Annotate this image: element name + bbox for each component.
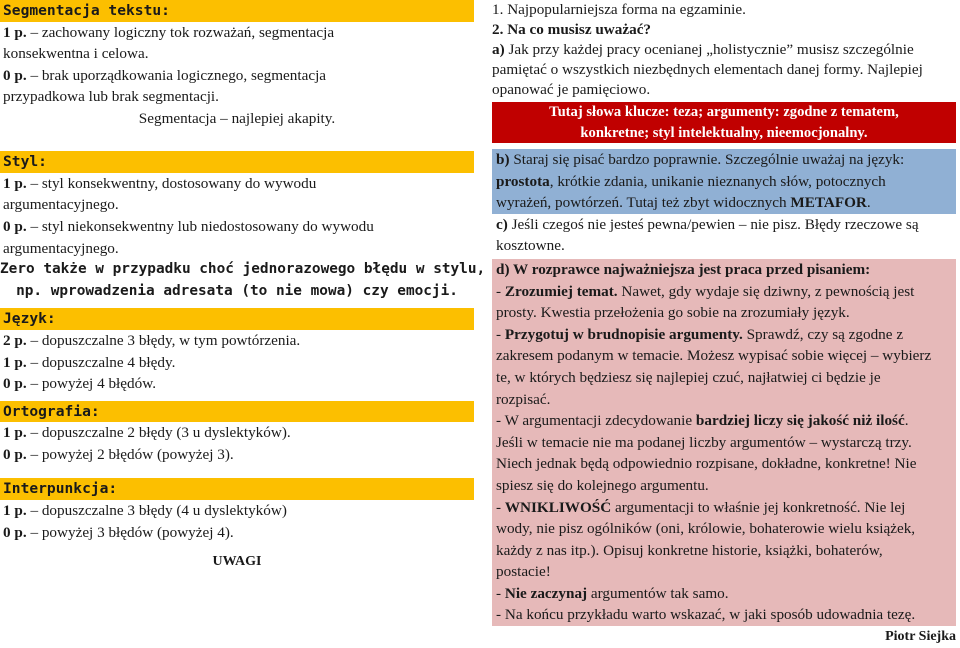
tip-line: pamiętać o wszystkich niezbędnych elementach danej formy. Najlepiej bbox=[492, 61, 923, 78]
tip-line: spiesz się do kolejnego argumentu. bbox=[496, 476, 709, 494]
segmentation-note: Segmentacja – najlepiej akapity. bbox=[138, 109, 336, 127]
key-words-line: konkretne; styl intelektualny, nieemocjonalny. bbox=[580, 124, 868, 141]
tip-line: każdy z nas itp.). Opisuj konkretne historie, książki, bohaterów, bbox=[496, 541, 883, 559]
preparation-tips-box bbox=[492, 259, 956, 626]
criterion-line: 1 p. – dopuszczalne 3 błędy (4 u dyslektyków) bbox=[3, 502, 287, 520]
tip-line: rozpisać. bbox=[496, 390, 551, 408]
tip-line: - Na końcu przykładu warto wskazać, w jaki sposób udowadnia tezę. bbox=[496, 606, 916, 624]
section-header-segmentation: Segmentacja tekstu: bbox=[0, 0, 474, 22]
tip-line: - WNIKLIWOŚĆ argumentacji to właśnie jej konkretność. Nie lej bbox=[496, 498, 906, 516]
remarks-heading: UWAGI bbox=[212, 554, 262, 570]
section-header-language: Język: bbox=[0, 308, 474, 330]
criterion-line: konsekwentna i celowa. bbox=[3, 45, 149, 63]
tip-line: zakresem podanym w temacie. Możesz wypisać sobie więcej – wybierz bbox=[496, 347, 932, 365]
criterion-line: 0 p. – powyżej 3 błędów (powyżej 4). bbox=[3, 523, 234, 541]
tip-line: - W argumentacji zdecydowanie bardziej liczy się jakość niż ilość. bbox=[496, 412, 909, 430]
section-header-style: Styl: bbox=[0, 151, 474, 173]
tip-line: opanować je pamięciowo. bbox=[492, 81, 651, 98]
criterion-line: 1 p. – dopuszczalne 2 błędy (3 u dyslektyków). bbox=[3, 424, 291, 442]
tip-line: kosztowne. bbox=[496, 237, 565, 255]
zero-score-note: np. wprowadzenia adresata (to nie mowa) czy emocji. bbox=[16, 282, 458, 299]
tip-line: - Przygotuj w brudnopisie argumenty. Sprawdź, czy są zgodne z bbox=[496, 325, 904, 343]
grading-criteria-column bbox=[0, 0, 486, 573]
zero-score-note: Zero także w przypadku choć jednorazowego błędu w stylu, bbox=[0, 261, 486, 278]
criterion-line: 1 p. – dopuszczalne 4 błędy. bbox=[3, 353, 176, 371]
criterion-line: 0 p. – brak uporządkowania logicznego, segmentacja bbox=[3, 66, 327, 84]
criterion-line: przypadkowa lub brak segmentacji. bbox=[3, 88, 219, 106]
tip-line: prostota, krótkie zdania, unikanie nieznanych słów, potocznych bbox=[496, 172, 886, 190]
tip-line: a) Jak przy każdej pracy ocenianej „holistycznie” musisz szczególnie bbox=[492, 41, 914, 58]
tip-line: te, w których będziesz się najlepiej czuć, najłatwiej ci będzie je bbox=[496, 368, 881, 386]
criterion-line: 2 p. – dopuszczalne 3 błędy, w tym powtórzenia. bbox=[3, 331, 301, 349]
criterion-line: 0 p. – styl niekonsekwentny lub niedostosowany do wywodu bbox=[3, 217, 374, 235]
criterion-line: argumentacyjnego. bbox=[3, 239, 119, 257]
language-tip-box bbox=[492, 149, 956, 214]
tip-line: 1. Najpopularniejsza forma na egzaminie. bbox=[492, 1, 746, 18]
criterion-line: 1 p. – zachowany logiczny tok rozważań, segmentacja bbox=[3, 23, 335, 41]
tip-line: c) Jeśli czegoś nie jesteś pewna/pewien – nie pisz. Błędy rzeczowe są bbox=[496, 215, 919, 233]
key-words-box bbox=[492, 102, 956, 143]
section-header-orthography: Ortografia: bbox=[0, 401, 474, 423]
tip-heading: d) W rozprawce najważniejsza jest praca przed pisaniem: bbox=[496, 260, 871, 278]
criterion-line: 0 p. – powyżej 4 błędów. bbox=[3, 375, 156, 393]
criterion-line: 1 p. – styl konsekwentny, dostosowany do wywodu bbox=[3, 174, 317, 192]
tip-line: prosty. Kwestia przełożenia go sobie na zrozumiały język. bbox=[496, 304, 850, 322]
tip-line: wyrażeń, powtórzeń. Tutaj też zbyt widocznych METAFOR. bbox=[496, 194, 871, 212]
essay-tips-column bbox=[492, 0, 956, 648]
accuracy-tip bbox=[492, 214, 956, 257]
criterion-line: 0 p. – powyżej 2 błędów (powyżej 3). bbox=[3, 445, 234, 463]
key-words-line: Tutaj słowa klucze: teza; argumenty: zgodne z tematem, bbox=[549, 104, 899, 120]
tip-line: postacie! bbox=[496, 563, 551, 581]
tip-line: - Nie zaczynaj argumentów tak samo. bbox=[496, 584, 729, 602]
tip-line: Jeśli w temacie nie ma podanej liczby argumentów – wystarczą trzy. bbox=[496, 433, 912, 451]
author-signature: Piotr Siejka bbox=[885, 629, 956, 645]
tip-line: b) Staraj się pisać bardzo poprawnie. Szczególnie uważaj na język: bbox=[496, 151, 905, 168]
tip-heading: 2. Na co musisz uważać? bbox=[492, 21, 652, 38]
tip-line: Niech jednak będą odpowiednio rozpisane, dokładne, konkretne! Nie bbox=[496, 455, 917, 473]
tip-line: wody, nie pisz ogólników (oni, królowie, bohaterowie wielu książek, bbox=[496, 520, 916, 538]
criterion-line: argumentacyjnego. bbox=[3, 196, 119, 214]
section-header-punctuation: Interpunkcja: bbox=[0, 478, 474, 500]
tip-line: - Zrozumiej temat. Nawet, gdy wydaje się dziwny, z pewnością jest bbox=[496, 282, 915, 300]
